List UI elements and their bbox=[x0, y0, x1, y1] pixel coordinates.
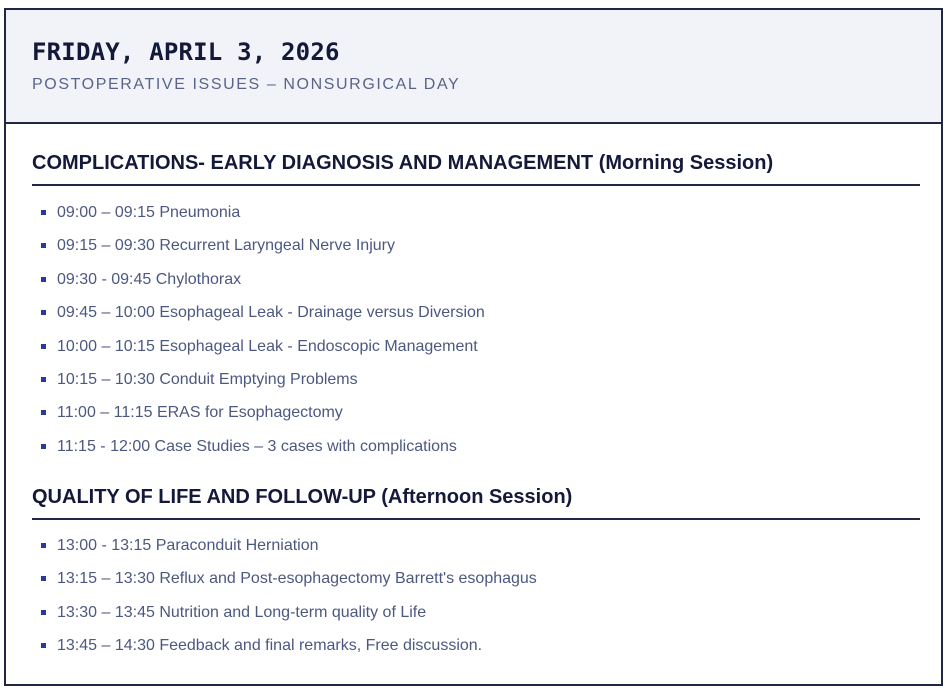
square-bullet-icon bbox=[41, 243, 46, 248]
section-title: QUALITY OF LIFE AND FOLLOW-UP (Afternoon Session) bbox=[32, 486, 920, 520]
schedule-item-text: 09:45 – 10:00 Esophageal Leak - Drainage versus Diversion bbox=[57, 304, 485, 322]
program-day-card bbox=[4, 8, 943, 686]
schedule-item bbox=[32, 363, 920, 396]
square-bullet-icon bbox=[41, 210, 46, 215]
schedule-item bbox=[32, 396, 920, 429]
day-subtitle: POSTOPERATIVE ISSUES – NONSURGICAL DAY bbox=[32, 76, 461, 93]
schedule-item bbox=[32, 430, 920, 463]
schedule-item bbox=[32, 229, 920, 262]
day-title: FRIDAY, APRIL 3, 2026 bbox=[32, 38, 340, 66]
schedule-item bbox=[32, 263, 920, 296]
schedule-item-text: 10:15 – 10:30 Conduit Emptying Problems bbox=[57, 370, 358, 388]
schedule-item bbox=[32, 330, 920, 363]
schedule-item bbox=[32, 629, 920, 662]
schedule-item-text: 13:00 - 13:15 Paraconduit Herniation bbox=[57, 537, 319, 554]
schedule-item bbox=[32, 296, 920, 329]
schedule-item bbox=[32, 196, 920, 229]
afternoon-session bbox=[32, 486, 920, 663]
square-bullet-icon bbox=[41, 576, 46, 581]
square-bullet-icon bbox=[41, 310, 46, 315]
schedule-item bbox=[32, 562, 920, 595]
square-bullet-icon bbox=[41, 643, 46, 648]
square-bullet-icon bbox=[41, 277, 46, 282]
square-bullet-icon bbox=[41, 410, 46, 415]
schedule-item-text: 11:00 – 11:15 ERAS for Esophagectomy bbox=[57, 404, 343, 422]
schedule-item-text: 10:00 – 10:15 Esophageal Leak - Endoscopic Management bbox=[57, 337, 478, 355]
day-header bbox=[6, 10, 941, 124]
session-schedule-list bbox=[32, 529, 920, 663]
square-bullet-icon bbox=[41, 444, 46, 449]
square-bullet-icon bbox=[41, 377, 46, 382]
square-bullet-icon bbox=[41, 610, 46, 615]
session-schedule-list bbox=[32, 196, 920, 463]
schedule-item-text: 13:15 – 13:30 Reflux and Post-esophagectomy Barrett's esophagus bbox=[57, 570, 537, 588]
morning-session bbox=[32, 152, 920, 463]
schedule-item-text: 09:30 - 09:45 Chylothorax bbox=[57, 270, 242, 288]
schedule-item-text: 09:00 – 09:15 Pneumonia bbox=[57, 204, 241, 221]
schedule-item-text: 09:15 – 09:30 Recurrent Laryngeal Nerve Injury bbox=[57, 237, 395, 255]
schedule-item-text: 13:45 – 14:30 Feedback and final remarks, Free discussion. bbox=[57, 637, 483, 655]
square-bullet-icon bbox=[41, 543, 46, 548]
square-bullet-icon bbox=[41, 344, 46, 349]
schedule-item-text: 13:30 – 13:45 Nutrition and Long-term quality of Life bbox=[57, 603, 427, 621]
schedule-item-text: 11:15 - 12:00 Case Studies – 3 cases with complications bbox=[57, 437, 457, 455]
schedule-item bbox=[32, 529, 920, 562]
schedule-item bbox=[32, 596, 920, 629]
section-title: COMPLICATIONS- EARLY DIAGNOSIS AND MANAGEMENT (Morning Session) bbox=[32, 152, 920, 186]
